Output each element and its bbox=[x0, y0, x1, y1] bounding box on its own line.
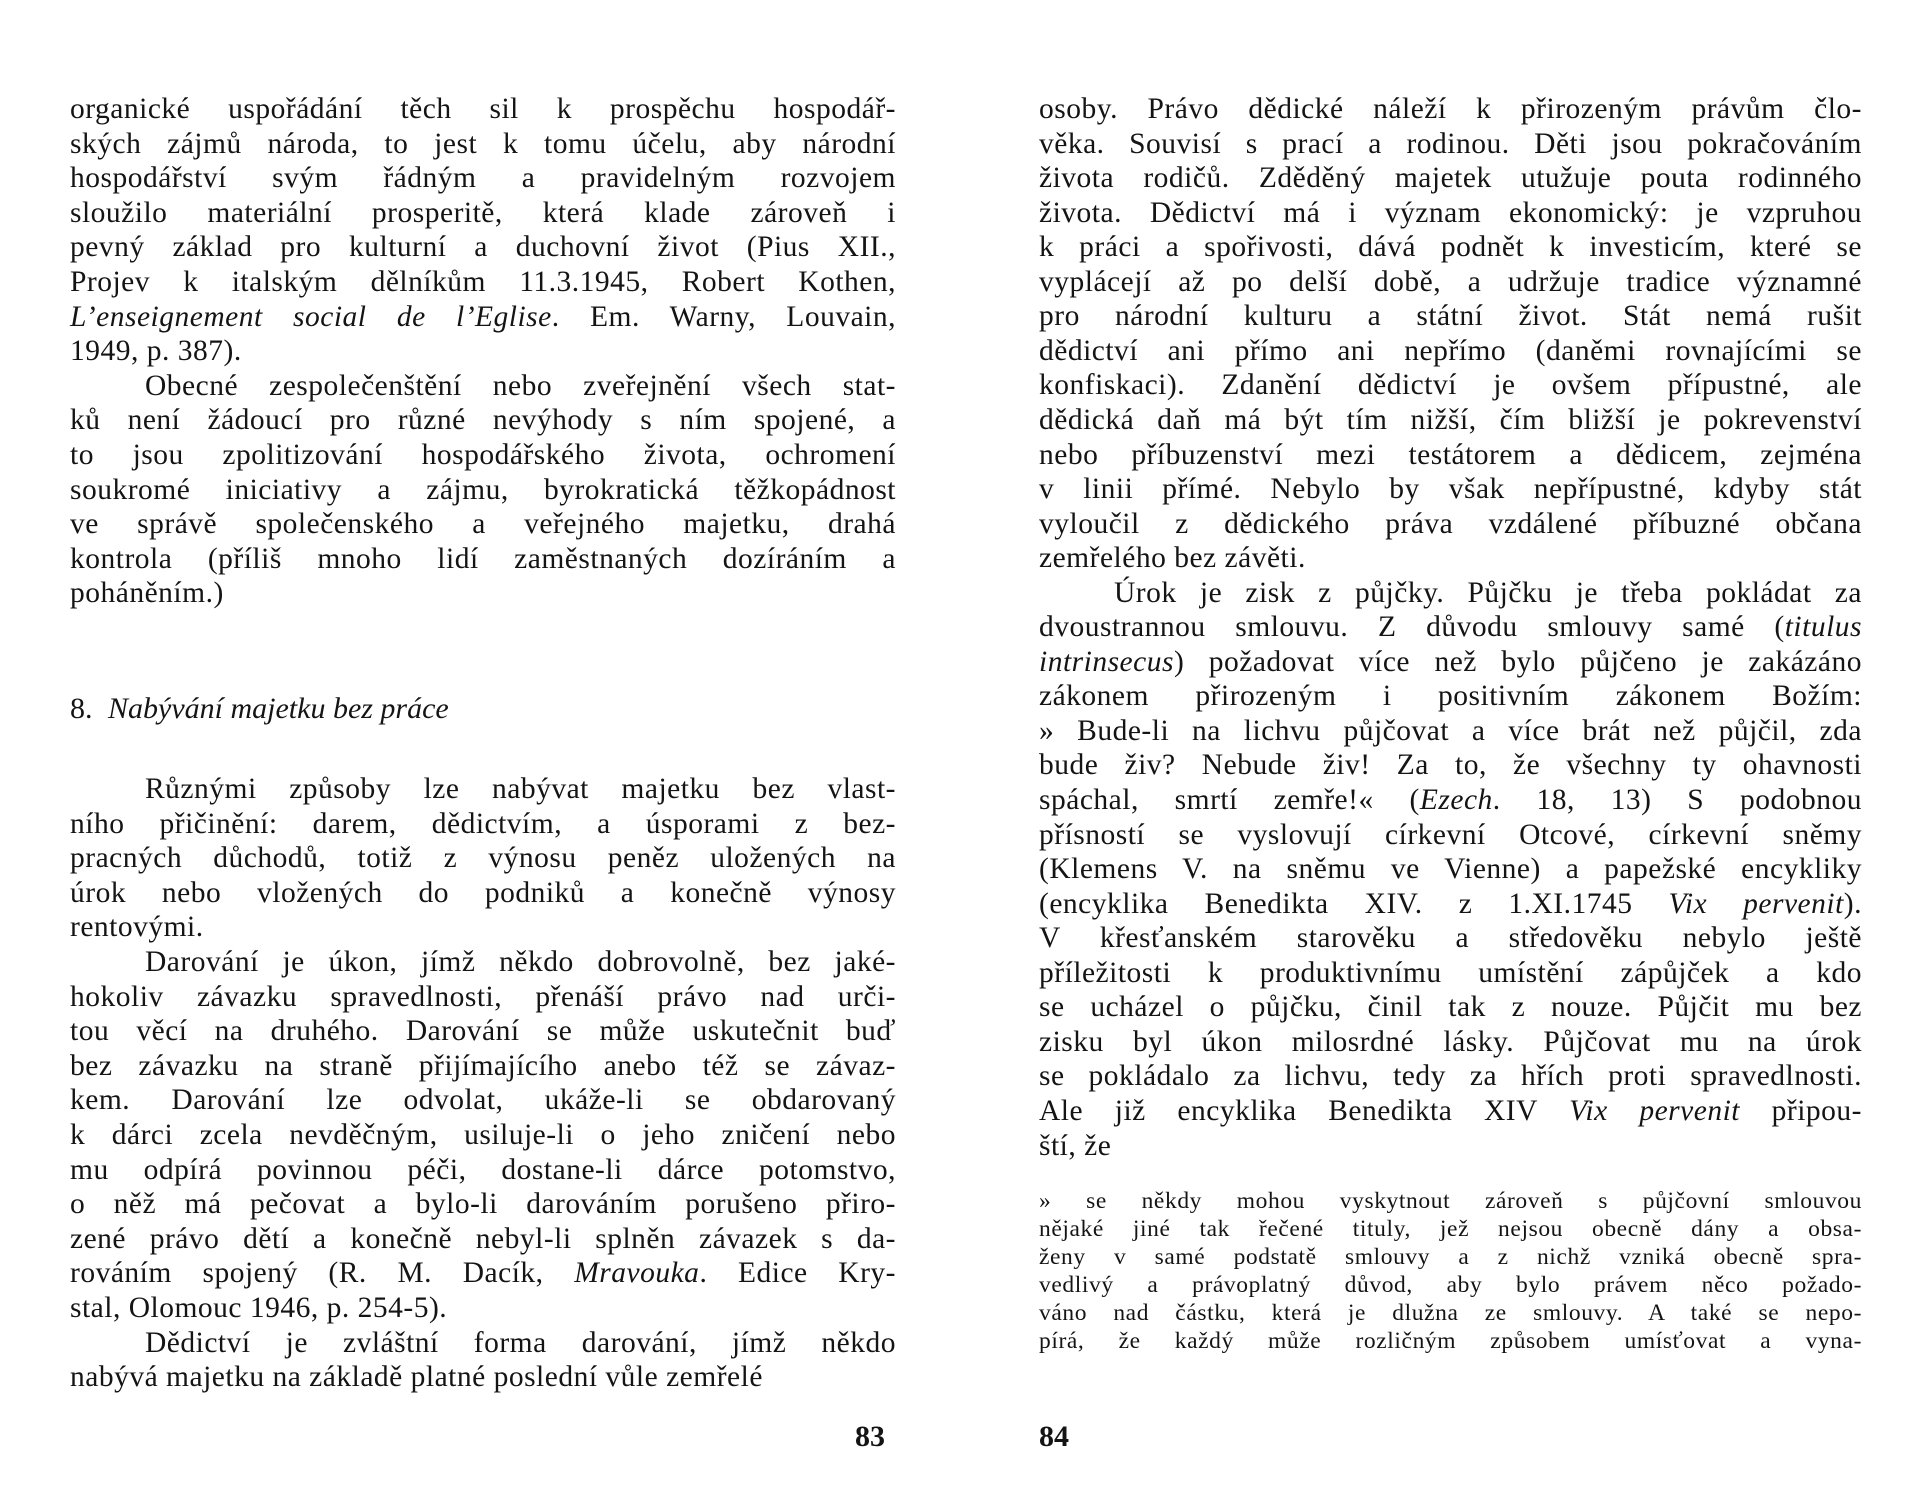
text-line: Ale již encyklika Benedikta XIV Vix pervenit připou- bbox=[1039, 1094, 1863, 1127]
text-line: sloužilo materiální prosperitě, která klade zároveň i bbox=[70, 196, 896, 229]
text-line: osoby. Právo dědické náleží k přirozeným právům člo- bbox=[1039, 93, 1862, 125]
text-line: 1949, p. 387). bbox=[70, 335, 242, 368]
section-heading bbox=[70, 692, 449, 726]
text-line: konfiskaci). Zdanění dědictví je ovšem přípustné, ale bbox=[1039, 369, 1862, 402]
text-line: poháněním.) bbox=[70, 577, 224, 610]
quote-line: váno nad částku, která je dlužna ze smlouvy. A také se nepo- bbox=[1039, 1300, 1862, 1326]
text-line: tou věcí na druhého. Darování se může uskutečnit buď bbox=[70, 1015, 896, 1048]
section-title: Nabývání majetku bez práce bbox=[108, 692, 449, 725]
text-line: života. Dědictví má i význam ekonomický: je vzpruhou bbox=[1039, 196, 1862, 229]
text-line: organické uspořádání těch sil k prospěchu hospodář- bbox=[70, 93, 896, 125]
text-line: pro národní kulturu a státní život. Stát nemá rušit bbox=[1039, 300, 1862, 333]
text-line: (encyklika Benedikta XIV. z 1.XI.1745 Vix pervenit). bbox=[1039, 887, 1862, 920]
text-line: přísností se vyslovují církevní Otcové, církevní sněmy bbox=[1039, 818, 1862, 851]
text-line: Darování je úkon, jímž někdo dobrovolně, bez jaké- bbox=[145, 946, 896, 978]
text-line: bude živ? Nebude živ! Za to, že všechny ty ohavnosti bbox=[1039, 749, 1862, 782]
text-line: soukromé iniciativy a zájmu, byrokratická těžkopádnost bbox=[70, 473, 896, 506]
text-line: pevný základ pro kulturní a duchovní život (Pius XII., bbox=[70, 231, 896, 264]
quote-line: ženy v samé podstatě smlouvy a z nichž vzniká obecně spra- bbox=[1039, 1244, 1862, 1270]
text-line: kontrola (příliš mnoho lidí zaměstnaných dozíráním a bbox=[70, 542, 896, 575]
page-number-left: 83 bbox=[855, 1420, 885, 1453]
text-line: vyplácejí až po delší době, a udržuje tradice významné bbox=[1039, 265, 1862, 298]
text-line: zemřelého bez závěti. bbox=[1039, 542, 1306, 575]
text-line: Obecné zespolečenštění nebo zveřejnění všech stat- bbox=[145, 369, 896, 402]
quote-line: » se někdy mohou vyskytnout zároveň s půjčovní smlouvou bbox=[1039, 1188, 1862, 1214]
text-line: o něž má pečovat a bylo-li darováním porušeno přiro- bbox=[70, 1188, 896, 1221]
text-line: » Bude-li na lichvu půjčovat a více brát než půjčil, zda bbox=[1039, 714, 1862, 747]
text-line: mu odpírá povinnou péči, dostane-li dárce potomstvo, bbox=[70, 1153, 896, 1186]
quote-line: vedlivý a právoplatný důvod, aby bylo právem něco požado- bbox=[1039, 1272, 1862, 1298]
text-line: zené právo dětí a konečně nebyl-li splněn závazek s da- bbox=[70, 1222, 896, 1255]
text-line: Dědictví je zvláštní forma darování, jímž někdo bbox=[145, 1326, 896, 1359]
text-line: věka. Souvisí s prací a rodinou. Děti jsou pokračováním bbox=[1039, 127, 1862, 160]
text-line: příležitosti k produktivnímu umístění zápůjček a kdo bbox=[1039, 956, 1862, 989]
text-line: intrinsecus) požadovat více než bylo půjčeno je zakázáno bbox=[1039, 645, 1862, 678]
text-line: hospodářství svým řádným a pravidelným rozvojem bbox=[70, 162, 896, 195]
text-line: dědictví ani přímo ani nepřímo (daněmi rovnajícími se bbox=[1039, 334, 1862, 367]
text-line: rentovými. bbox=[70, 911, 204, 944]
text-line: stal, Olomouc 1946, p. 254-5). bbox=[70, 1292, 448, 1324]
text-line: Projev k italským dělníkům 11.3.1945, Robert Kothen, bbox=[70, 266, 896, 298]
text-line: pracných důchodů, totiž z výnosu peněz uložených na bbox=[70, 842, 896, 875]
text-line: ního přičinění: darem, dědictvím, a úsporami z bez- bbox=[70, 807, 896, 840]
text-line: L’enseignement social de l’Eglise. Em. Warny, Louvain, bbox=[70, 300, 896, 333]
text-line: kem. Darování lze odvolat, ukáže-li se obdarovaný bbox=[70, 1084, 896, 1117]
text-line: Různými způsoby lze nabývat majetku bez vlast- bbox=[145, 773, 896, 805]
text-line: úrok nebo vložených do podniků a konečně výnosy bbox=[70, 876, 896, 909]
text-line: ští, že bbox=[1039, 1129, 1112, 1162]
text-line: spáchal, smrtí zemře!« (Ezech. 18, 13) S podobnou bbox=[1039, 784, 1863, 816]
text-line: dědická daň má být tím nižší, čím bližší je pokrevenství bbox=[1039, 403, 1862, 436]
right-page bbox=[959, 0, 1918, 1500]
text-line: dvoustrannou smlouvu. Z důvodu smlouvy samé (titulus bbox=[1039, 611, 1862, 644]
text-line: v linii přímé. Nebylo by však nepřípustné, kdyby stát bbox=[1039, 473, 1862, 506]
text-line: V křesťanském starověku a středověku nebylo ještě bbox=[1039, 922, 1862, 955]
text-line: ků není žádoucí pro různé nevýhody s ním spojené, a bbox=[70, 404, 896, 437]
text-line: Úrok je zisk z půjčky. Půjčku je třeba pokládat za bbox=[1114, 576, 1862, 609]
text-line: bez závazku na straně přijímajícího anebo též se závaz- bbox=[70, 1049, 896, 1082]
text-line: (Klemens V. na sněmu ve Vienne) a papežské encykliky bbox=[1039, 853, 1862, 886]
section-number: 8. bbox=[70, 692, 93, 725]
text-line: zákonem přirozeným i positivním zákonem Božím: bbox=[1039, 680, 1862, 713]
text-line: rováním spojený (R. M. Dacík, Mravouka. Edice Kry- bbox=[70, 1257, 896, 1290]
text-line: se pokládalo za lichvu, tedy za hřích proti spravedlnosti. bbox=[1039, 1060, 1862, 1093]
text-line: zisku byl úkon milosrdné lásky. Půjčovat mu na úrok bbox=[1039, 1025, 1862, 1058]
text-line: nabývá majetku na základě platné poslední vůle zemřelé bbox=[70, 1361, 763, 1394]
text-line: ve správě společenského a veřejného majetku, drahá bbox=[70, 508, 896, 541]
text-line: to jsou zpolitizování hospodářského života, ochromení bbox=[70, 439, 896, 471]
text-line: se ucházel o půjčku, činil tak z nouze. Půjčit mu bez bbox=[1039, 991, 1862, 1024]
quote-line: nějaké jiné tak řečené tituly, jež nejsou obecně dány a obsa- bbox=[1039, 1216, 1862, 1242]
text-line: hokoliv závazku spravedlnosti, přenáší právo nad urči- bbox=[70, 980, 896, 1013]
page-number-right: 84 bbox=[1039, 1420, 1069, 1453]
text-line: života rodičů. Zděděný majetek utužuje pouta rodinného bbox=[1039, 162, 1862, 195]
quote-line: pírá, že každý může rozličným způsobem umísťovat a vyna- bbox=[1039, 1328, 1862, 1354]
text-line: k dárci zcela nevděčným, usiluje-li o jeho zničení nebo bbox=[70, 1119, 896, 1151]
text-line: nebo příbuzenství mezi testátorem a dědicem, zejména bbox=[1039, 438, 1862, 471]
text-line: ských zájmů národa, to jest k tomu účelu, aby národní bbox=[70, 127, 896, 160]
text-line: vyloučil z dědického práva vzdálené příbuzné občana bbox=[1039, 507, 1862, 540]
text-line: k práci a spořivosti, dává podnět k investicím, které se bbox=[1039, 231, 1862, 264]
